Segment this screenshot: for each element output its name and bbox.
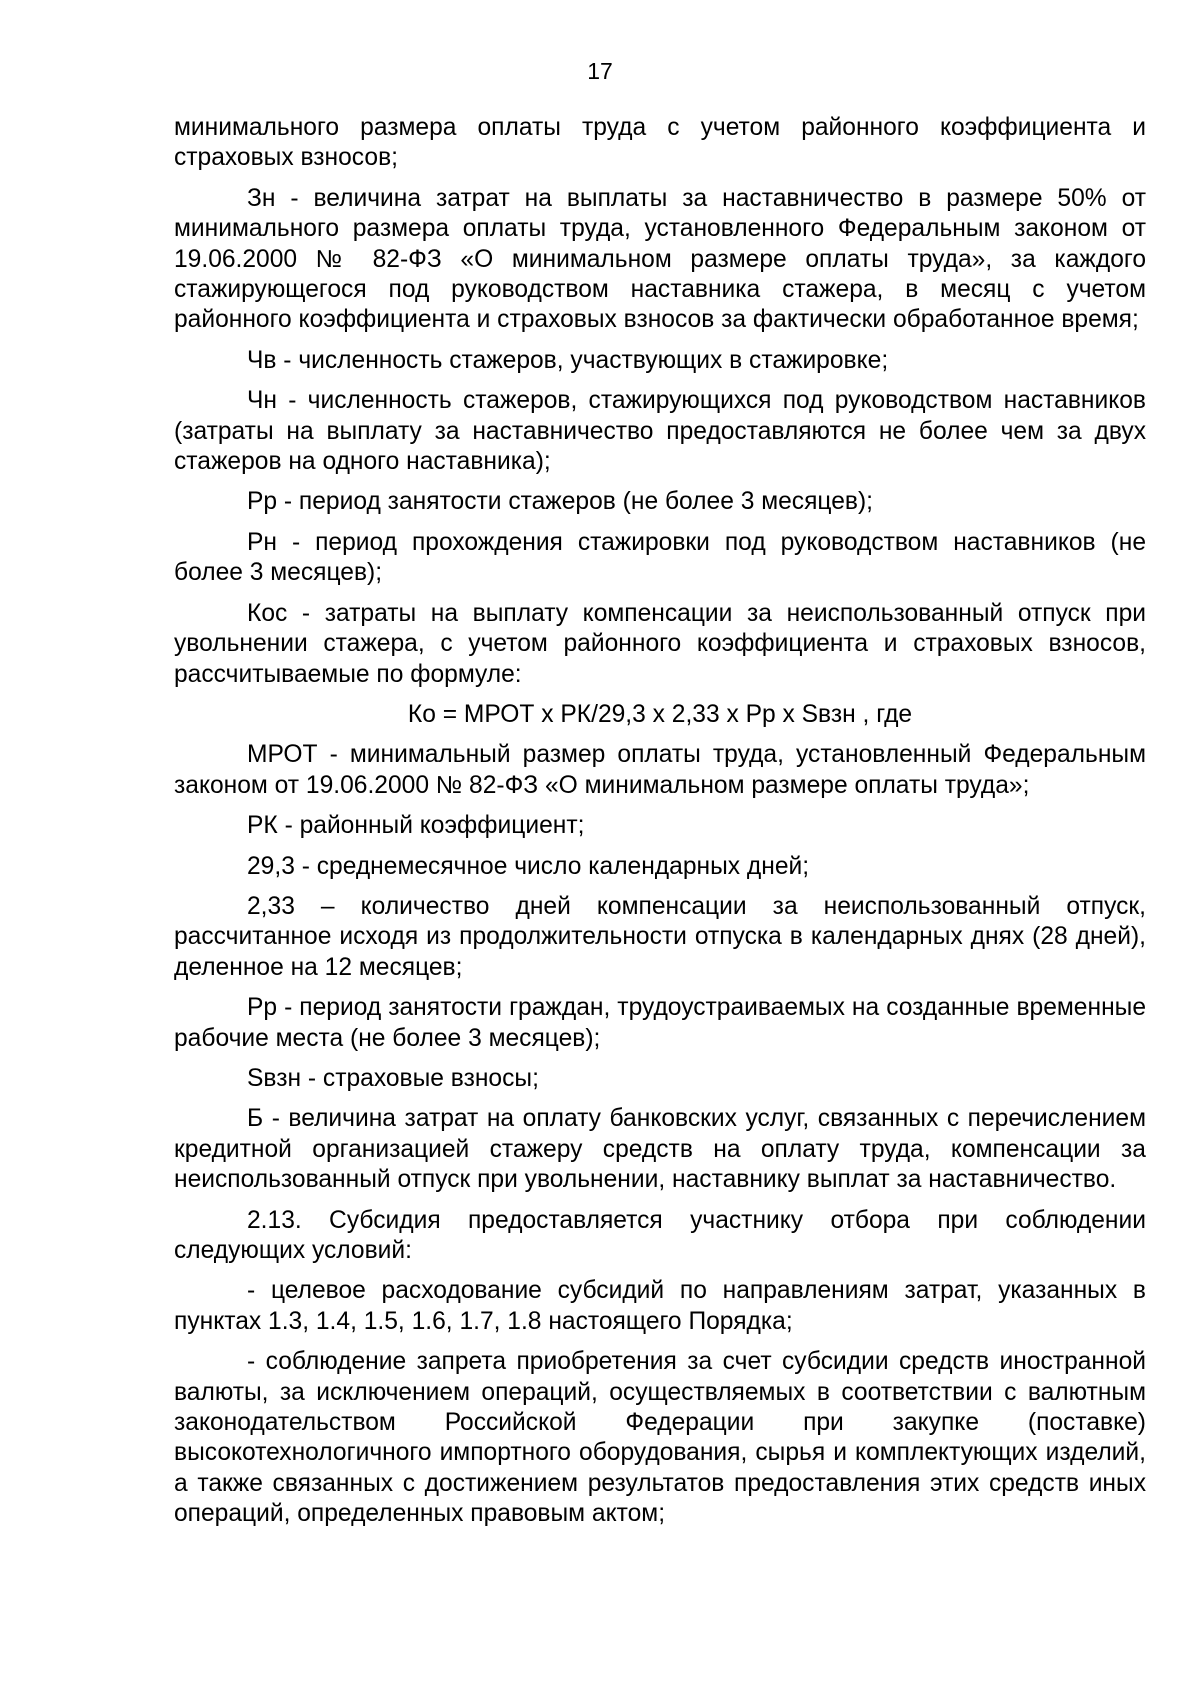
formula-ko: Ко = МРОТ х РК/29,3 х 2,33 х Рр х Ѕвзн , где <box>407 700 913 728</box>
paragraph-rr-definition: Рр - период занятости стажеров (не более 3 месяцев); <box>247 488 873 516</box>
list-item-target-spending: - целевое расходование субсидий по направлениям затрат, указанных в пунктах 1.3, 1.4, 1.5, 1.6, 1.7, 1.8 настоящего Порядка; <box>174 1277 1146 1335</box>
paragraph-svzn-definition: Ѕвзн - страховые взносы; <box>247 1064 539 1092</box>
document-body <box>174 113 1146 1540</box>
paragraph-zn-definition: Зн - величина затрат на выплаты за наставничество в размере 50% от минимального размера оплаты труда, установленного Федеральным законом от 19.06.2000 № 82-ФЗ «О минимальном размере оплаты труда», за каждого стажирующегося под руководством наставника стажера, в месяц с учетом районного коэффициента и страховых взносов за фактически обработанное время; <box>174 184 1146 334</box>
paragraph-mrot-definition: МРОТ - минимальный размер оплаты труда, установленный Федеральным законом от 19.06.2000 № 82-ФЗ «О минимальном размере оплаты труда»; <box>174 741 1146 799</box>
paragraph-29-3-definition: 29,3 - среднемесячное число календарных дней; <box>247 852 810 880</box>
paragraph-chv-definition: Чв - численность стажеров, участвующих в стажировке; <box>247 346 889 374</box>
paragraph-continuation: минимального размера оплаты труда с учетом районного коэффициента и страховых взносов; <box>174 114 1146 172</box>
paragraph-b-definition: Б - величина затрат на оплату банковских услуг, связанных с перечислением кредитной организацией стажеру средств на оплату труда, компенсации за неиспользованный отпуск при увольнении, наставнику выплат за наставничество. <box>174 1105 1146 1194</box>
paragraph-2-13: 2.13. Субсидия предоставляется участнику отбора при соблюдении следующих условий: <box>174 1206 1146 1264</box>
paragraph-rr-citizens-definition: Рр - период занятости граждан, трудоустраиваемых на созданные временные рабочие места (не более 3 месяцев); <box>174 994 1146 1052</box>
paragraph-rn-definition: Рн - период прохождения стажировки под руководством наставников (не более 3 месяцев); <box>174 528 1146 587</box>
paragraph-rk-definition: РК - районный коэффициент; <box>247 812 585 840</box>
page-number: 17 <box>587 58 613 84</box>
paragraph-kos-definition: Кос - затраты на выплату компенсации за неиспользованный отпуск при увольнении стажера, с учетом районного коэффициента и страховых взносов, рассчитываемые по формуле: <box>174 599 1146 688</box>
list-item-currency-ban: - соблюдение запрета приобретения за счет субсидии средств иностранной валюты, за исключением операций, осуществляемых в соответствии с валютным законодательством Российской Федерации при закупке (поставке) высокотехнологичного импортного оборудования, сырья и комплектующих изделий, а также связанных с достижением результатов предоставления этих средств иных операций, определенных правовым актом; <box>174 1348 1146 1528</box>
paragraph-chn-definition: Чн - численность стажеров, стажирующихся под руководством наставников (затраты на выплату за наставничество предоставляются не более чем за двух стажеров на одного наставника); <box>174 387 1146 476</box>
paragraph-2-33-definition: 2,33 – количество дней компенсации за неиспользованный отпуск, рассчитанное исходя из продолжительности отпуска в календарных днях (28 дней), деленное на 12 месяцев; <box>174 892 1146 981</box>
